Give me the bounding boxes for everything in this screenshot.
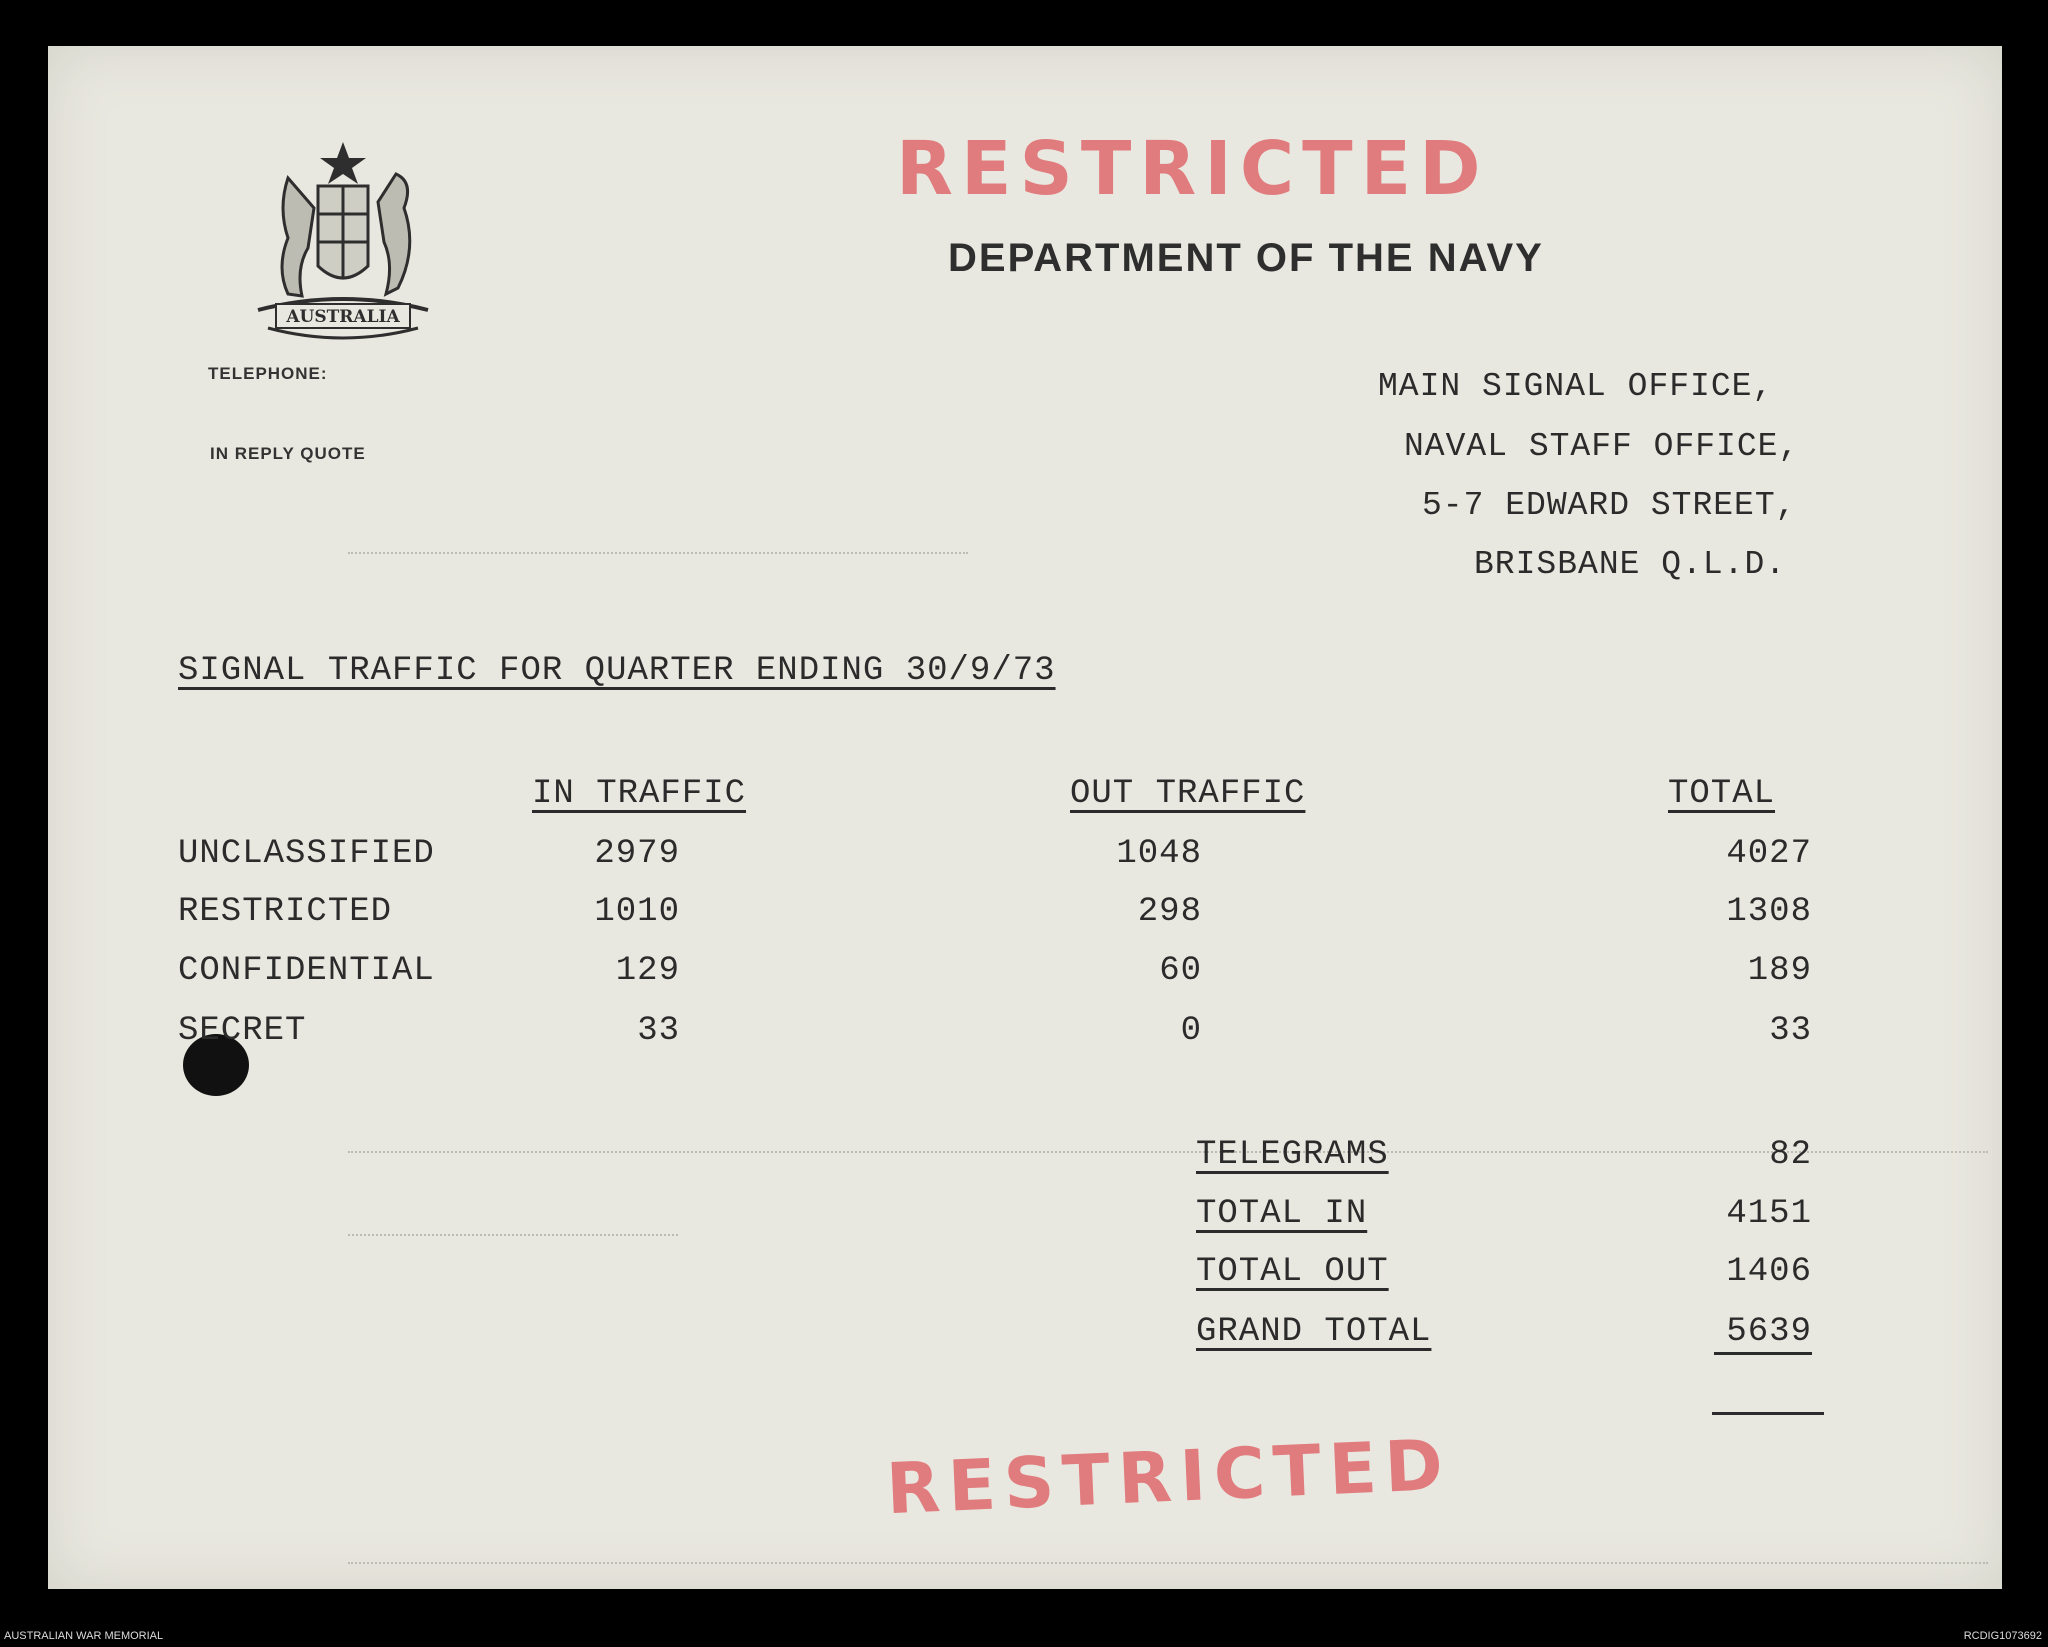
address-line: MAIN SIGNAL OFFICE,: [1378, 368, 1774, 405]
out-traffic-cell: 60: [1159, 952, 1202, 990]
summary-label-telegrams: TELEGRAMS: [1196, 1136, 1389, 1174]
restricted-stamp-top: RESTRICTED: [896, 126, 1489, 212]
out-traffic-cell: 0: [1180, 1012, 1202, 1050]
in-traffic-cell: 2979: [594, 835, 680, 873]
footer-source: AUSTRALIAN WAR MEMORIAL: [4, 1630, 164, 1642]
grand-total-underline: [1712, 1412, 1824, 1415]
summary-value-total-out: 1406: [1726, 1253, 1812, 1291]
summary-value-grand-total: 5639: [1726, 1313, 1812, 1351]
department-heading: DEPARTMENT OF THE NAVY: [948, 236, 1544, 280]
in-traffic-cell: 129: [615, 952, 680, 990]
footer-reference: RCDIG1073692: [1963, 1630, 2042, 1642]
column-header-total: TOTAL: [1668, 775, 1776, 813]
summary-label-total-in: TOTAL IN: [1196, 1195, 1368, 1233]
total-cell: 189: [1747, 952, 1812, 990]
out-traffic-cell: 1048: [1116, 835, 1202, 873]
row-label: SECRET: [178, 1012, 307, 1050]
summary-value-total-in: 4151: [1726, 1195, 1812, 1233]
document-page: [48, 46, 2002, 1589]
restricted-stamp-bottom: RESTRICTED: [884, 1423, 1453, 1531]
australian-coat-of-arms-crest: [218, 138, 468, 362]
row-label: UNCLASSIFIED: [178, 835, 435, 873]
address-line: NAVAL STAFF OFFICE,: [1404, 428, 1800, 465]
column-header-out-traffic: OUT TRAFFIC: [1070, 775, 1306, 813]
address-line: BRISBANE Q.L.D.: [1474, 546, 1787, 583]
row-label: RESTRICTED: [178, 893, 393, 931]
address-line: 5-7 EDWARD STREET,: [1422, 487, 1797, 524]
total-cell: 1308: [1726, 893, 1812, 931]
row-label: CONFIDENTIAL: [178, 952, 435, 990]
telephone-label: TELEPHONE:: [208, 364, 328, 383]
dotted-line: [348, 1562, 1988, 1564]
in-traffic-cell: 33: [637, 1012, 680, 1050]
sum-underline: [1714, 1352, 1812, 1355]
reply-quote-label: IN REPLY QUOTE: [210, 444, 366, 463]
total-cell: 33: [1769, 1012, 1812, 1050]
out-traffic-cell: 298: [1137, 893, 1202, 931]
summary-value-telegrams: 82: [1769, 1136, 1812, 1174]
dotted-line: [348, 552, 968, 554]
crest-label: AUSTRALIA: [286, 307, 400, 327]
dotted-line: [348, 1234, 678, 1236]
summary-label-total-out: TOTAL OUT: [1196, 1253, 1389, 1291]
column-header-in-traffic: IN TRAFFIC: [532, 775, 747, 813]
in-traffic-cell: 1010: [594, 893, 680, 931]
report-title: SIGNAL TRAFFIC FOR QUARTER ENDING 30/9/73: [178, 652, 1056, 690]
total-cell: 4027: [1726, 835, 1812, 873]
summary-label-grand-total: GRAND TOTAL: [1196, 1313, 1432, 1351]
